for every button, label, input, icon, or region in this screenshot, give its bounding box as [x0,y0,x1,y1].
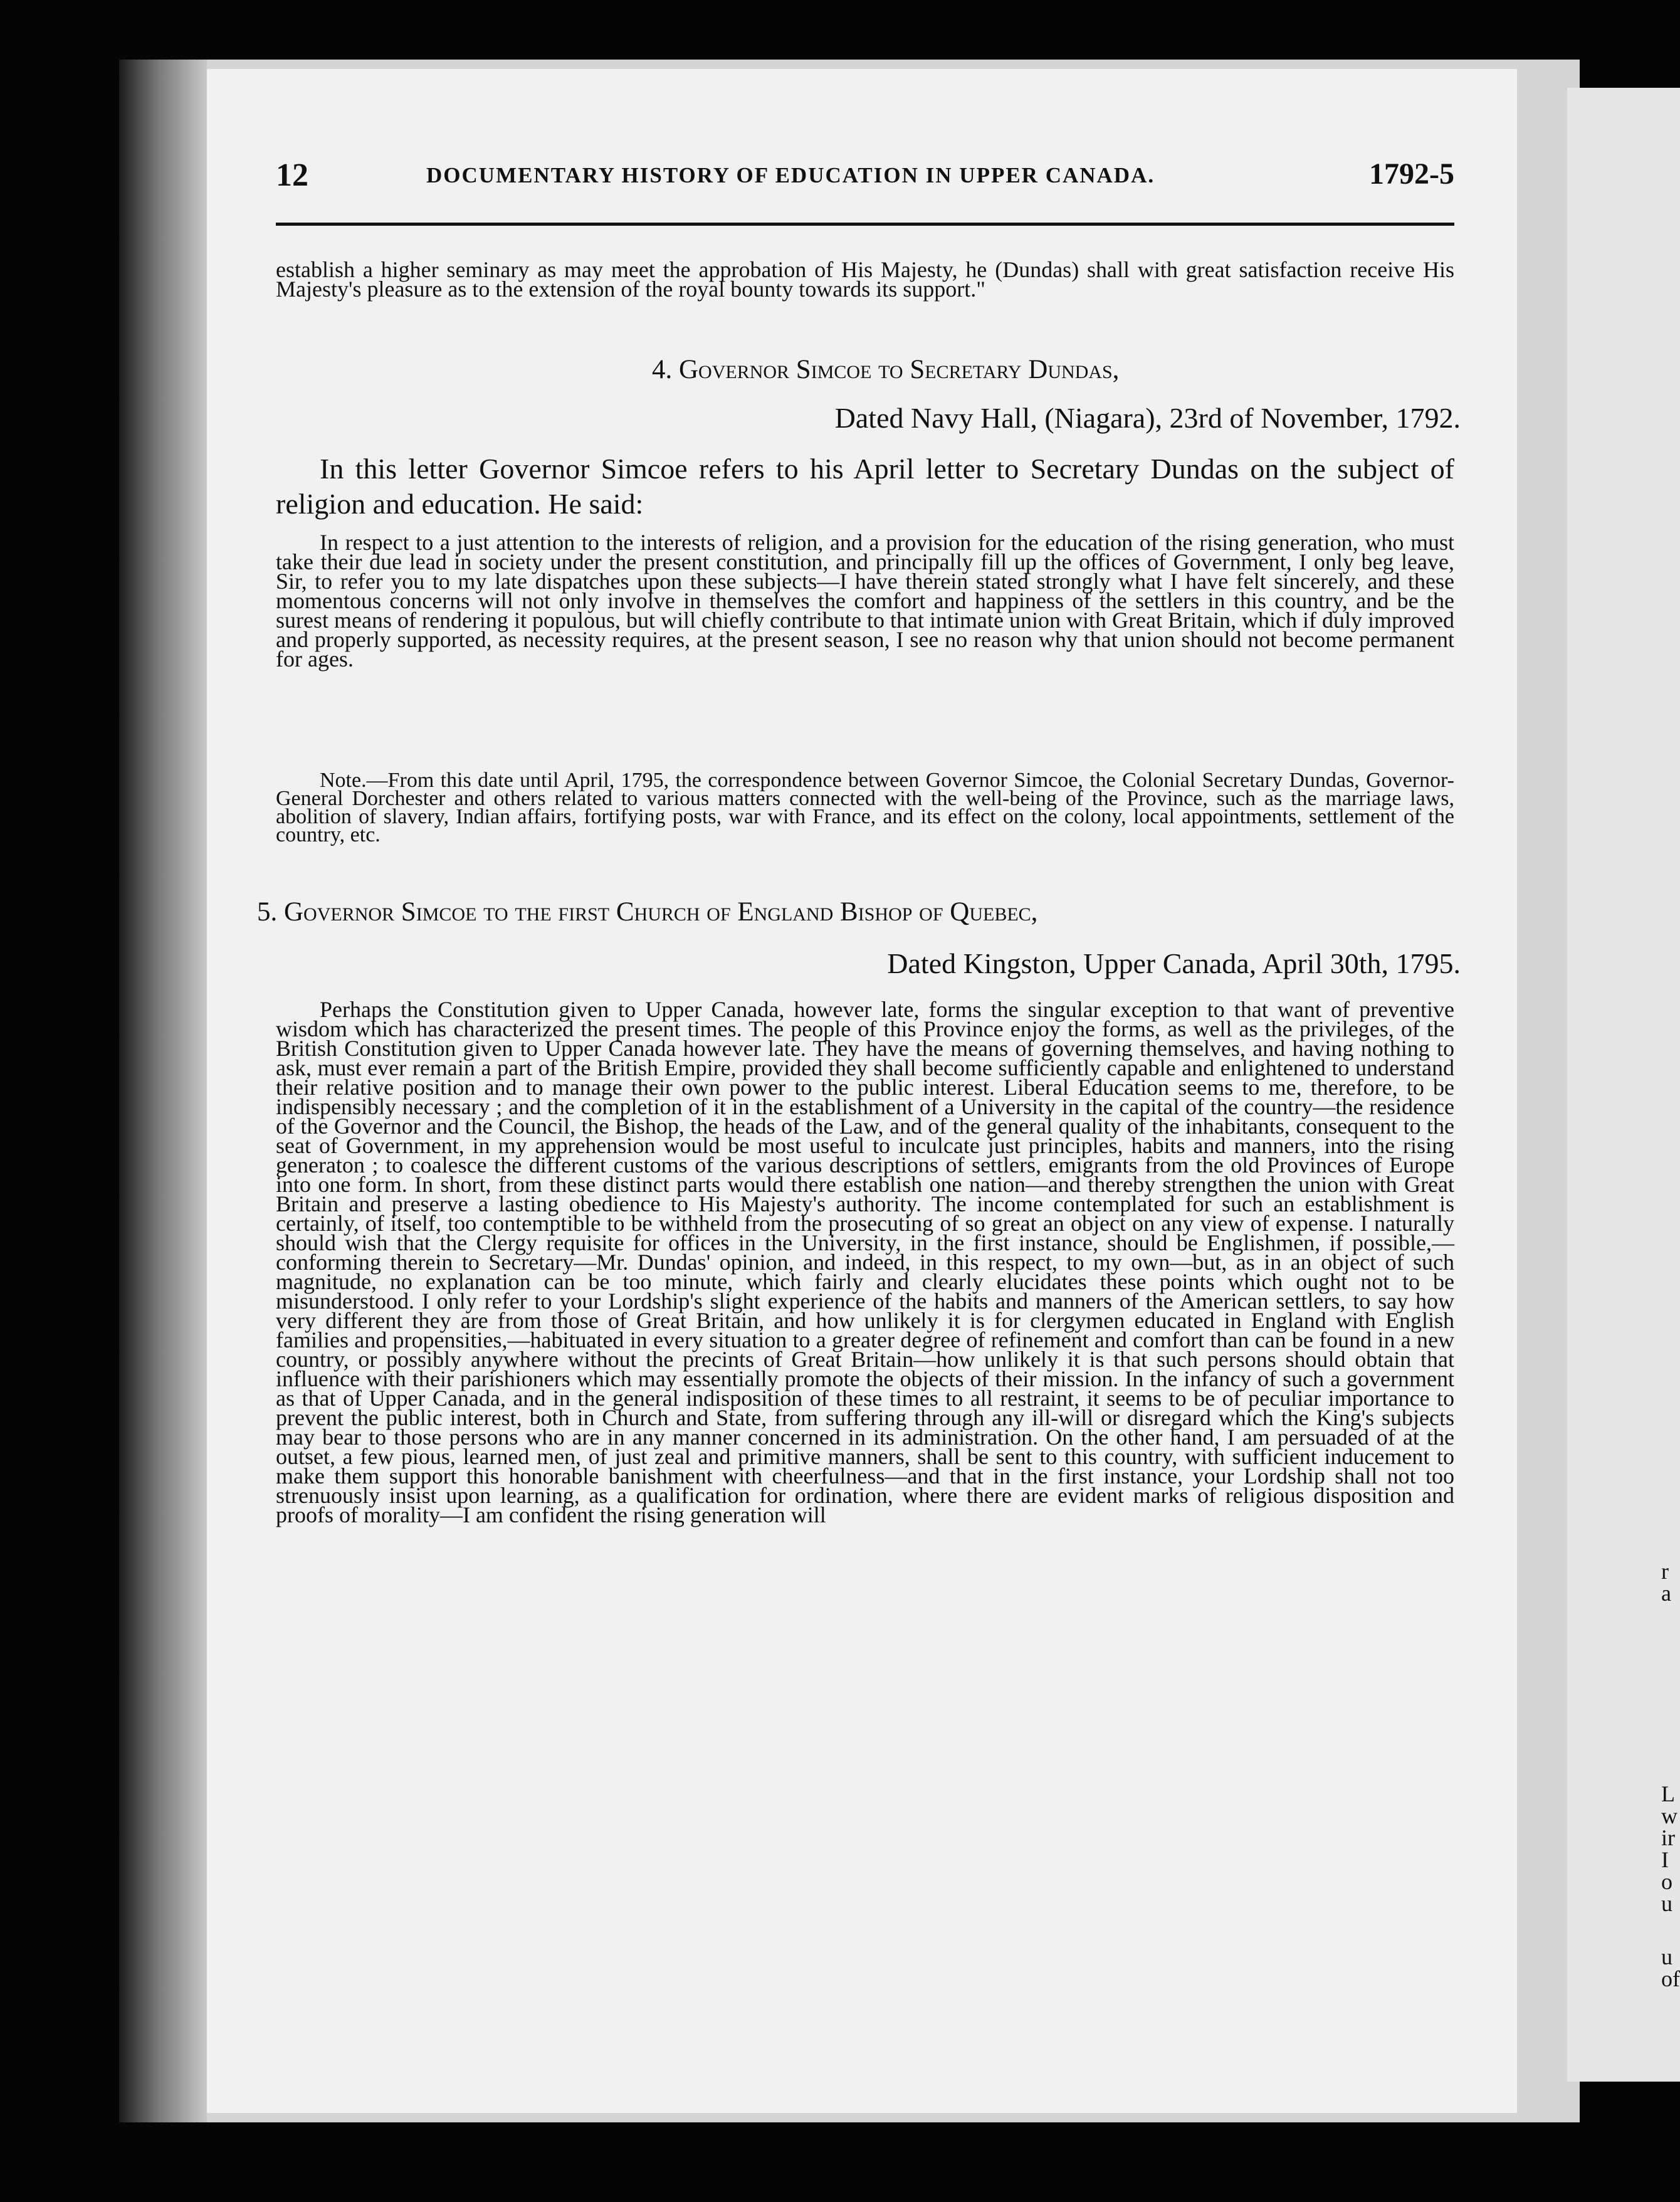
header-rule [276,223,1454,226]
adjacent-page-fragment: u [1661,1891,1672,1916]
adjacent-page-fragment: w [1661,1803,1677,1828]
book-page [207,69,1517,2113]
continuation-paragraph: establish a higher seminary as may meet the approbation of His Majesty, he (Dundas) shall with great satisfaction receive His Majesty's pleasure as to the extension of the royal bounty towards its support." [276,257,1454,302]
adjacent-page-edge [1567,88,1680,2082]
page-header [276,157,1454,207]
adjacent-page-fragment: I [1661,1847,1669,1872]
running-title: DOCUMENTARY HISTORY OF EDUCATION IN UPPER CANADA. [426,163,1155,187]
section-4-quote: In respect to a just attention to the interests of religion, and a provision for the education of the rising generation, who must take their due lead in society under the present constitution, and principally fill up the offices of Government, I only beg leave, Sir, to refer you to my late dispatches upon these subjects—I have therein stated strongly what I have felt sincerely, and these momentous concerns will not only involve in themselves the comfort and happiness of the settlers in this country, and be the surest means of rendering it populous, but will chiefly contribute to that intimate union with Great Britain, which if duly improved and properly supported, as necessity requires, at the present season, I see no reason why that union should not become permanent for ages. [276,530,1454,672]
book-gutter-shadow [119,60,207,2122]
adjacent-page-fragment: u [1661,1944,1672,1969]
section-4-dateline: Dated Navy Hall, (Niagara), 23rd of November, 1792. [834,402,1461,434]
adjacent-page-fragment: L [1661,1781,1675,1806]
adjacent-page-fragment: ir [1661,1825,1675,1850]
page-number: 12 [276,157,308,193]
adjacent-page-fragment: o [1661,1869,1672,1894]
section-5-heading: 5. Governor Simcoe to the first Church of England Bishop of Quebec, [257,897,1038,927]
section-4-heading: 4. Governor Simcoe to Secretary Dundas, [652,355,1120,384]
section-5-body: Perhaps the Constitution given to Upper Canada, however late, forms the singular exception to that want of preventive wisdom which has characterized the present times. The people of this Province enjoy the forms, as well as the privileges, of the British Constitution given to Upper Canada however late. They have the means of governing themselves, and having nothing to ask, must ever remain a part of the British Empire, provided they shall become sufficiently capable and enlightened to understand their relative position and to manage their own power to the public interest. Liberal Education seems to me, therefore, to be indispensibly necessary ; and the completion of it in the establishment of a University in the capital of the country—the residence of the Governor and the Council, the Bishop, the heads of the Law, and of the general quality of the inhabitants, consequent to the seat of Government, in my apprehension would be most useful to inculcate just principles, habits and manners, into the rising generaton ; to coalesce the different customs of the various descriptions of settlers, emigrants from the old Provinces of Europe into one form. In short, from these distinct parts would there establish one nation—and thereby strengthen the union with Great Britain and preserve a lasting obedience to His Majesty's authority. The income contemplated for such an establishment is certainly, of itself, too contemptible to be withheld from the prosecuting of so great an object on any view of expense. I naturally should wish that the Clergy requisite for offices in the University, in the first instance, should be Englishmen, if possible,—conforming therein to Secretary—Mr. Dundas' opinion, and indeed, in this respect, to my own—but, as in an object of such magnitude, no explanation can be too minute, which fairly and clearly elucidates these points which ought not to be misunderstood. I only refer to your Lordship's slight experience of the habits and manners of the American settlers, to say how very different they are from those of Great Britain, and how unlikely it is for clergymen educated in England with English families and propensities,—habituated in every situation to a greater degree of refinement and comfort than can be found in a new country, or possibly anywhere without the precints of Great Britain—how unlikely it is that such persons should obtain that influence with their parishioners which may essentially promote the objects of their mission. In the infancy of such a government as that of Upper Canada, and in the general indisposition of these times to all restraint, it seems to be of peculiar importance to prevent the public interest, both in Church and State, from suffering through any ill-will or disregard which the King's subjects may bear to those persons who are in any manner concerned in its administration. On the other hand, I am persuaded of at the outset, a few pious, learned men, of just zeal and primitive manners, shall be sent to this country, with sufficient inducement to make them support this honorable banishment with cheerfulness—and that in the first instance, your Lordship shall not too strenuously insist upon learning, as a qualification for ordination, where there are evident marks of religious disposition and proofs of morality—I am confident the rising generation will [276,997,1454,1527]
adjacent-page-fragment: r [1661,1559,1669,1584]
adjacent-page-fragment: of [1661,1966,1680,1991]
year-range: 1792-5 [1369,157,1454,191]
adjacent-page-fragment: a [1661,1581,1671,1606]
section-5-dateline: Dated Kingston, Upper Canada, April 30th, 1795. [887,947,1461,979]
section-4-note: Note.—From this date until April, 1795, the correspondence between Governor Simcoe, the Colonial Secretary Dundas, Governor-General Dorchester and others related to various matters connected with the well-being of the Province, such as the marriage laws, abolition of slavery, Indian affairs, fortifying posts, war with France, and its effect on the colony, local appointments, settlement of the country, etc. [276,769,1454,846]
section-4-intro: In this letter Governor Simcoe refers to his April letter to Secretary Dundas on the subject of religion and education. He said: [276,453,1454,520]
